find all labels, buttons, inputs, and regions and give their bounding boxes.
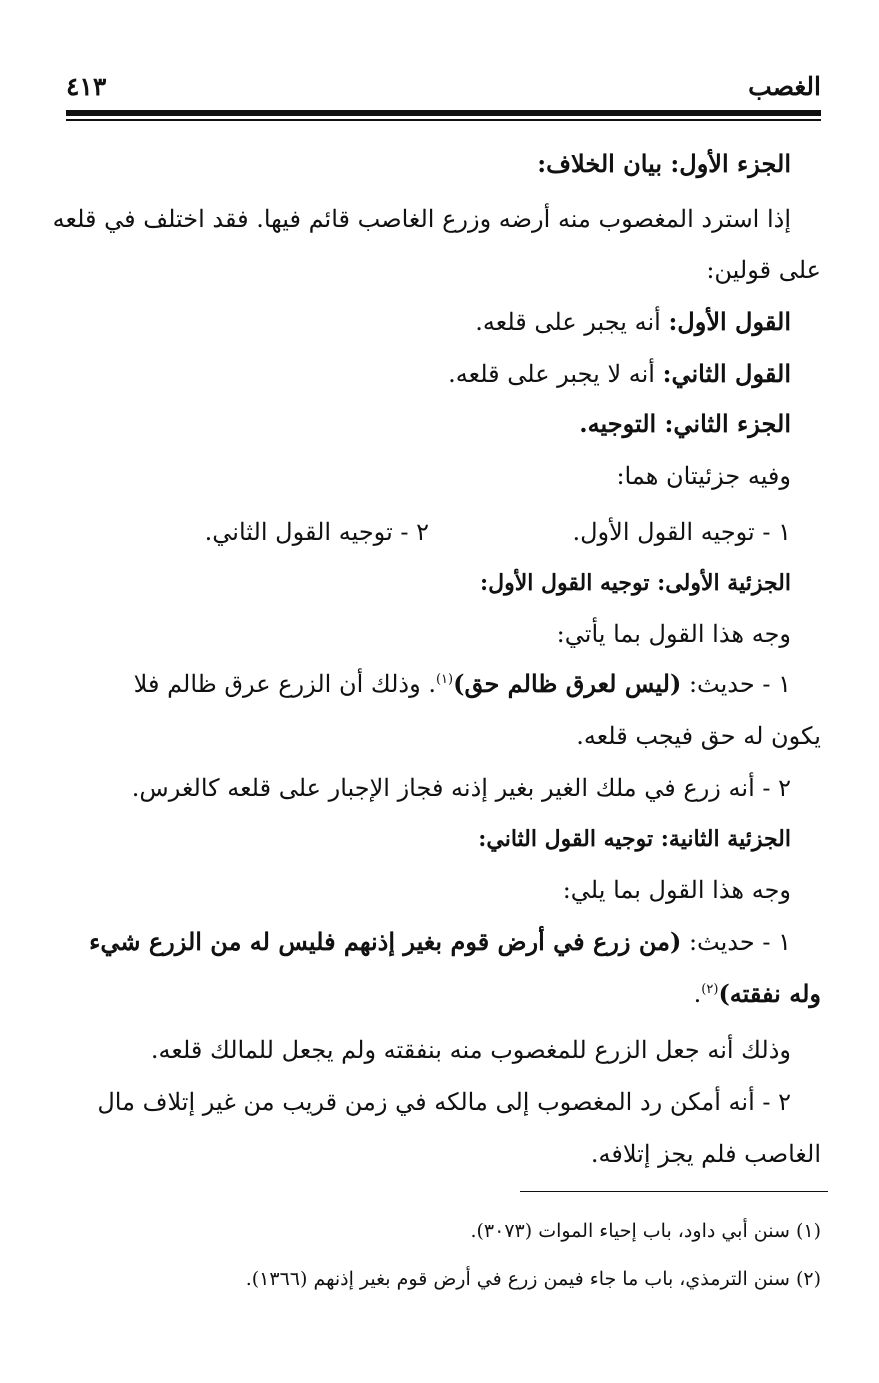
opinion-text: أنه يجبر على قلعه. (475, 308, 669, 336)
hadith-text: (من زرع في أرض قوم بغير إذنهم فليس له من الزرع شيء (89, 927, 682, 956)
hadith-text: (ليس لعرق ظالم حق) (453, 669, 682, 698)
opinion-label: القول الأول: (668, 307, 791, 336)
paragraph-line: وجه هذا القول بما يلي: (562, 876, 791, 904)
opinion-label: القول الثاني: (662, 359, 791, 388)
footnote-separator (520, 1191, 828, 1192)
paragraph-line: وفيه جزئيتان هما: (616, 462, 791, 490)
opinion-text: أنه لا يجبر على قلعه. (448, 360, 663, 388)
opinion-line (448, 360, 791, 389)
paragraph-line: وجه هذا القول بما يأتي: (556, 620, 791, 648)
paragraph-line: وذلك أنه جعل الزرع للمغصوب منه بنفقته ولم يجعل للمالك قلعه. (150, 1036, 791, 1064)
list-item: ٢ - أنه أمكن رد المغصوب إلى مالكه في زمن قريب من غير إتلاف مال (97, 1088, 791, 1116)
footnote-ref: (٢) (701, 982, 719, 997)
running-title: الغصب (748, 72, 821, 101)
list-item: ١ - توجيه القول الأول. (572, 518, 791, 546)
paragraph-line: الغاصب فلم يجز إتلافه. (590, 1140, 821, 1168)
section-heading: الجزء الأول: بيان الخلاف: (537, 149, 791, 178)
hadith-text: وله نفقته) (718, 979, 821, 1008)
item-text: . وذلك أن الزرع عرق ظالم فلا (133, 670, 436, 698)
section-heading: الجزء الثاني: التوجيه. (579, 409, 791, 438)
paragraph-line: على قولين: (706, 256, 821, 284)
list-item: ٢ - أنه زرع في ملك الغير بغير إذنه فجاز الإجبار على قلعه كالغرس. (131, 774, 791, 802)
header-rule-thin (66, 119, 821, 121)
header-rule-thick (66, 110, 821, 116)
page-header (66, 72, 821, 102)
paragraph-line: يكون له حق فيجب قلعه. (576, 722, 821, 750)
paragraph-line (694, 980, 821, 1009)
subsection-heading: الجزئية الأولى: توجيه القول الأول: (480, 570, 791, 596)
list-item (89, 928, 791, 957)
item-text: . (693, 980, 702, 1008)
paragraph-line: إذا استرد المغصوب منه أرضه وزرع الغاصب قائم فيها. فقد اختلف في قلعه (52, 205, 791, 233)
footnote-ref: (١) (435, 672, 454, 687)
item-lead: ١ - حديث: (681, 928, 791, 956)
list-item (134, 670, 791, 699)
list-item: ٢ - توجيه القول الثاني. (204, 518, 429, 546)
opinion-line (475, 308, 791, 337)
footnote: (١) سنن أبي داود، باب إحياء الموات (٣٠٧٣). (470, 1220, 821, 1242)
item-lead: ١ - حديث: (681, 670, 791, 698)
page-number: ٤١٣ (66, 72, 107, 101)
footnote: (٢) سنن الترمذي، باب ما جاء فيمن زرع في أرض قوم بغير إذنهم (١٣٦٦). (245, 1268, 821, 1290)
subsection-heading: الجزئية الثانية: توجيه القول الثاني: (478, 826, 791, 852)
